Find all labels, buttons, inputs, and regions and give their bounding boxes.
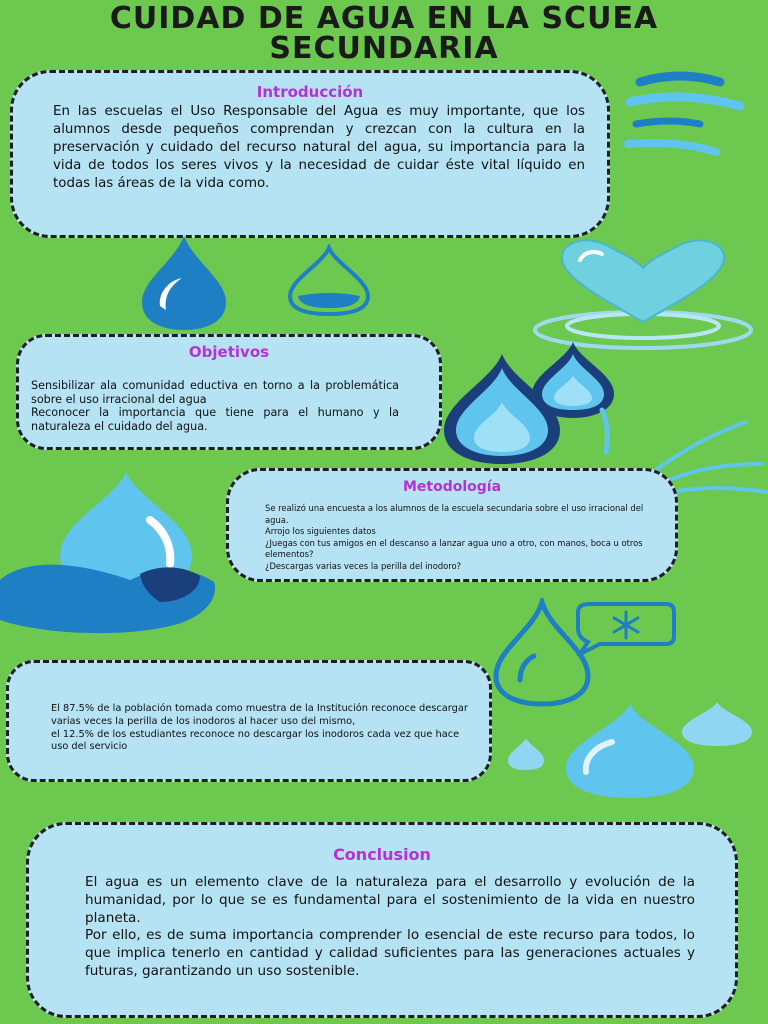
page-title [0, 1, 768, 66]
methodology-line: ¿Descargas varias veces la perilla del inodoro? [265, 560, 462, 571]
hand-icon [0, 470, 224, 640]
conclusion-paragraph-2: Por ello, es de suma importancia comprender lo esencial de este recurso para todos, lo que implica tenerlo en cantidad y calidad suficientes para las generaciones actuales y futuras, garantizando un uso sostenible. [85, 927, 695, 979]
methodology-line: ¿Juegas con tus amigos en el descanso a lanzar agua uno a otro, con manos, boca u otros elementos? [265, 537, 643, 559]
conclusion-paragraph-1: El agua es un elemento clave de la naturaleza para el desarrollo y evolución de la humanidad, por lo que se es fundamental para el sostenimiento de la vida en nuestro planeta. [85, 874, 695, 926]
result-1: El 87.5% de la población tomada como muestra de la Institución reconoce descargar varias veces la perilla de los inodoros al hacer uso del mismo, [51, 703, 468, 727]
title-line-1: CUIDAD DE AGUA EN LA SCUEA [109, 1, 659, 36]
objectives-text [19, 379, 439, 433]
methodology-text [229, 503, 675, 572]
water-drop-icon [134, 232, 234, 332]
introduction-text: En las escuelas el Uso Responsable del Agua es muy importante, que los alumnos desde pequeños comprendan y crezcan con la cultura en la preservación y cuidado del recurso natural del agua, su importancia para la vida de todos los seres vivos y la necesidad de cuidar éste vital líquido en todas las áreas de la vida como. [53, 104, 585, 191]
title-line-2: SECUNDARIA [269, 31, 499, 66]
water-drop-icon [562, 702, 698, 800]
objectives-heading: Objetivos [188, 343, 270, 361]
heart-water-icon [528, 236, 758, 352]
methodology-heading: Metodología [402, 479, 502, 495]
water-drop-outline-icon [284, 244, 374, 316]
conclusion-heading: Conclusion [333, 845, 431, 864]
results-text [9, 703, 489, 754]
water-drop-icon [506, 736, 546, 772]
methodology-box [226, 468, 678, 582]
objective-1: Sensibilizar ala comunidad eductiva en torno a la problemática sobre el uso irracional del agua [31, 379, 399, 406]
snowflake-icon [570, 596, 680, 656]
conclusion-text [29, 874, 735, 981]
results-box [6, 660, 492, 782]
methodology-line: Se realizó una encuesta a los alumnos de la escuela secundaria sobre el uso irracional del agua. [265, 503, 644, 525]
introduction-box [10, 70, 610, 238]
water-drop-icon [680, 700, 754, 748]
objectives-box [16, 334, 442, 450]
objective-2: Reconocer la importancia que tiene para el humano y la naturaleza el cuidado del agua. [31, 406, 399, 433]
introduction-heading: Introducción [256, 83, 364, 101]
methodology-line: Arrojo los siguientes datos [265, 526, 376, 536]
conclusion-box [26, 822, 738, 1018]
splash-icon [620, 60, 760, 160]
result-2: el 12.5% de los estudiantes reconoce no descargar los inodoros cada vez que hace uso del servicio [51, 728, 460, 753]
